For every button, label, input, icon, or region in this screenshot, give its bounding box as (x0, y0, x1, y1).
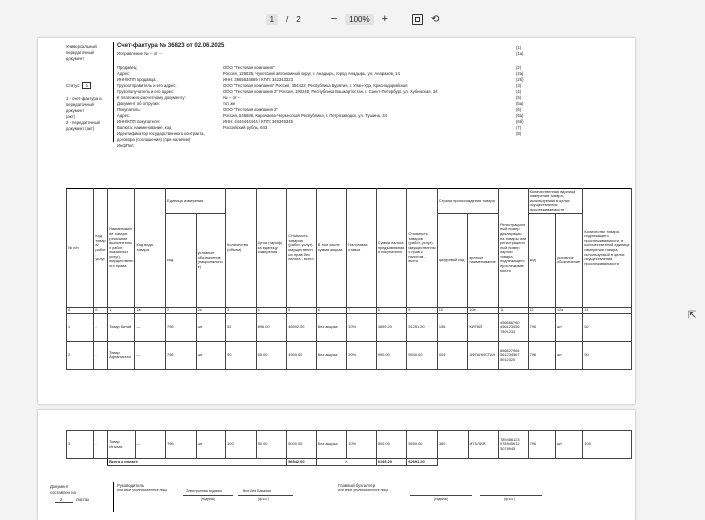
cell-unit-name: шт (196, 431, 226, 459)
column-index-cell: 12 (528, 307, 555, 313)
cell-kind: — (135, 431, 166, 459)
th-num: № п/п (67, 189, 94, 308)
cell-num: 1 (67, 313, 94, 341)
cell-cost: 46592.00 (287, 313, 317, 341)
column-index-cell: 5 (287, 307, 317, 313)
cell-kind: — (135, 313, 166, 341)
th-tax-rate: Налоговая ставка (347, 189, 377, 308)
sheets-underline (55, 502, 73, 503)
rotate-icon[interactable]: ⟲ (431, 13, 440, 25)
status-note-5: 2 - передаточный (66, 120, 100, 125)
cell-country-code: 156 (437, 313, 468, 341)
status-note-3: документ (66, 108, 85, 113)
th-trace-name: условное обозначение (555, 213, 582, 307)
table-row (67, 431, 632, 459)
cell-tr-name: шт (555, 341, 582, 369)
column-index-cell: 7 (347, 307, 377, 313)
invoice-title: Счет-фактура № 36823 от 02.06.2025 (117, 43, 225, 49)
cell-name: Товар Италия (108, 431, 135, 459)
accountant-sign-hint: (подпись) (434, 497, 449, 501)
cell-tr-qty: 100 (583, 431, 632, 459)
totals-cost: 56542.00 (287, 459, 317, 466)
header-label: Валюта: наименование, код (117, 125, 172, 130)
th-excise: В том числе сумма акциза (316, 189, 347, 308)
cell-excise: Без акциза (316, 313, 347, 341)
header-code: (2) (516, 65, 522, 70)
cell-name: Товар Китай (108, 313, 135, 341)
header-value: ООО "Тестовая компания 2" (223, 107, 278, 112)
cell-tr-qty: 90 (583, 341, 632, 369)
fit-page-icon[interactable] (412, 14, 423, 25)
cell-excise: Без акциза (316, 431, 347, 459)
column-index-cell: Б (94, 307, 108, 313)
footer-divider (113, 482, 114, 512)
cell-tax: 990.00 (376, 341, 407, 369)
cell-total: 5500.00 (407, 431, 438, 459)
cell-total: 5940.00 (407, 341, 438, 369)
header-label: ИНН/КПП продавца: (117, 77, 157, 82)
footer-doc-label1: Документ (50, 484, 69, 489)
totals-tax: 6149.20 (376, 459, 407, 466)
zoom-in-button[interactable]: + (381, 12, 389, 25)
column-index-cell: 9 (407, 307, 438, 313)
mouse-cursor-icon: ⇱ (688, 310, 697, 321)
code-1: (1) (516, 45, 522, 50)
column-index-cell: 10 (437, 307, 468, 313)
header-code: (4) (516, 89, 522, 94)
status-value: 1 (82, 82, 91, 89)
th-unit-name: условное обозначение (национальное) (196, 213, 226, 307)
cell-num: 2 (67, 341, 94, 369)
status-note-2: передаточный (66, 102, 94, 107)
footer-sheets: 2 (60, 497, 63, 502)
cell-rate: 10% (347, 431, 377, 459)
th-country-name: краткое наименование (468, 213, 499, 307)
status-label: Статус: 1 (66, 82, 91, 89)
cell-tr-qty: 52 (583, 313, 632, 341)
cell-country-name: КИТАЙ (468, 313, 499, 341)
header-label: Грузополучатель и его адрес: (117, 89, 175, 94)
header-code: (3) (516, 83, 522, 88)
column-index-cell: 4 (256, 307, 287, 313)
column-index-cell: 8 (376, 307, 407, 313)
cell-unit-code: 796 (166, 431, 197, 459)
cell-qty: 90 (226, 341, 257, 369)
e-sign-label: Электронная подпись (186, 489, 223, 493)
cell-reg: 666627964 561234567 8912325 (499, 341, 529, 369)
cell-tr-code: 796 (528, 341, 555, 369)
cell-tr-name: шт (555, 431, 582, 459)
header-code: (6б) (516, 119, 524, 124)
header-code: (6а) (516, 113, 524, 118)
footer-doc-label2: составлен на (50, 490, 76, 495)
header-value: ООО "Тестовая компания 2" Россия, 190240, Республика Башкортостан, г. Санкт-Петербург, ул. Хубинская, 34 (223, 89, 438, 94)
invoice-table-continued (66, 430, 632, 466)
th-country-group: Страна происхождения товара (437, 189, 498, 214)
accountant-label2: или иное уполномоченное лицо (338, 488, 389, 492)
accountant-label1: Главный бухгалтер (338, 483, 376, 488)
column-index-cell: 11 (499, 307, 529, 313)
th-price: Цена (тариф) за единицу измерения (256, 189, 287, 308)
head-fio-value: Все Без Бакаоян (243, 489, 272, 493)
column-index-cell: А (67, 307, 94, 313)
accountant-fio-line (480, 495, 542, 496)
head-fio-hint: (ф.и.о.) (258, 497, 269, 501)
cell-total: 51251.20 (407, 313, 438, 341)
cell-kind: — (135, 341, 166, 369)
cell-code: - (94, 431, 108, 459)
header-value: Российский рубль, 643 (223, 125, 268, 130)
th-trace-qty: Количество товара, подлежащего прослеживаемости, в количественной единице измерения товара, используемой в целях осуществления прослеживаемости (583, 189, 632, 308)
th-cost-no-tax: Стоимость товаров (работ, услуг), имущественных прав без налога - всего (287, 189, 317, 308)
header-label: К платежно-расчетному документу: (117, 95, 186, 100)
cell-num: 3 (67, 431, 94, 459)
page-total: 2 (296, 14, 301, 24)
accountant-sign-line (410, 495, 472, 496)
cell-country-name: АФГАНИСТАН (468, 341, 499, 369)
head-sign-line (183, 495, 233, 496)
header-code: (6) (516, 107, 522, 112)
cell-qty: 52 (226, 313, 257, 341)
header-label: Грузоотправитель и его адрес: (117, 83, 177, 88)
th-trace-unit-group: Количественная единица измерения товара, используемая в целях осуществления прослеживаемости (528, 189, 583, 214)
zoom-out-button[interactable]: − (330, 12, 338, 25)
header-code: (5) (516, 95, 522, 100)
document-page-2 (38, 410, 635, 520)
header-value: ИНН: 4444444444 / КПП: 345345345 (223, 119, 293, 124)
cell-country-code: 380 (437, 431, 468, 459)
th-tax-sum: Сумма налога, предъявляемая покупателю (376, 189, 407, 308)
table-row (67, 313, 632, 341)
totals-total: 62691.20 (407, 459, 438, 466)
cell-cost: 5000.00 (287, 431, 317, 459)
cell-country-name: ИТАЛИЯ (468, 431, 499, 459)
th-unit-group: Единица измерения (166, 189, 226, 214)
page-number-input[interactable]: 1 (266, 14, 278, 25)
head-sign-hint: (подпись) (201, 497, 216, 501)
cell-code: - (94, 341, 108, 369)
th-trace-code: код (528, 213, 555, 307)
cell-tax: 500.00 (376, 431, 407, 459)
code-1a: (1а) (516, 51, 524, 56)
column-index-cell: 13 (583, 307, 632, 313)
header-value: Россия, 545688, Карачаево-Черкесская Республика, г. Петрозаводск, ул. Тушина, 34 (223, 113, 387, 118)
th-code: Код товара/ работ, услуг (94, 189, 108, 308)
head-label1: Руководитель (117, 483, 144, 488)
header-value: ИНН: 3665634869 / КПП: 342343323 (223, 77, 293, 82)
cell-excise: Без акциза (316, 341, 347, 369)
doc-type-line1: Универсальный (66, 44, 97, 49)
cell-code: - (94, 313, 108, 341)
cell-price: 896.00 (256, 313, 287, 341)
header-label: договора (соглашения) (при наличии) (117, 137, 191, 142)
header-code: (7) (516, 125, 522, 130)
totals-label: Всего к оплате (108, 459, 287, 466)
page-separator: / (286, 14, 289, 24)
zoom-level[interactable]: 100% (345, 14, 373, 25)
header-label: Идентификатор государственного контракта, (117, 131, 205, 136)
cell-unit-name: шт (196, 341, 226, 369)
cell-rate: 20% (347, 341, 377, 369)
cell-country-code: 004 (437, 341, 468, 369)
cell-tr-name: шт (555, 313, 582, 341)
totals-empty-cell (67, 459, 108, 466)
cell-unit-code: 796 (166, 341, 197, 369)
header-label: ИнфПол: (117, 143, 135, 148)
document-page-1 (38, 38, 635, 404)
totals-row (67, 459, 632, 466)
table-row (67, 341, 632, 369)
totals-empty-cell (437, 459, 631, 466)
footer-sheets-label: листах (76, 497, 90, 502)
cell-tr-code: 796 (528, 431, 555, 459)
cell-unit-name: шт (196, 313, 226, 341)
th-reg-num: Регистрационный номер декларации на товары или регистрационный номер партии товара, подлежащего прослеживаемости (499, 189, 529, 308)
header-value: ООО "Тестовая компания" (223, 65, 275, 70)
header-label: Адрес: (117, 113, 131, 118)
invoice-table (66, 188, 632, 370)
column-index-cell: 3 (226, 307, 257, 313)
doc-type-line2: передаточный (66, 50, 94, 55)
cell-tax: 4659.20 (376, 313, 407, 341)
header-value: тот же (223, 101, 236, 106)
th-cost-with-tax: Стоимость товаров (работ, услуг), имущественных прав с налогом - всего (407, 189, 438, 308)
status-note-4: (акт) (66, 114, 75, 119)
th-country-code: цифровой код (437, 213, 468, 307)
cell-reg: 456666760 456123456 7891234 (499, 313, 529, 341)
column-index-cell: 12а (555, 307, 582, 313)
th-kind: Код вида товара (135, 189, 166, 308)
header-label: Документ об отгрузке: (117, 101, 160, 106)
header-label: Покупатель: (117, 107, 141, 112)
th-unit-code: код (166, 213, 197, 307)
column-index-cell: 6 (316, 307, 347, 313)
cell-price: 55.00 (256, 341, 287, 369)
accountant-fio-hint: (ф.и.о.) (504, 497, 515, 501)
header-code: (5а) (516, 101, 524, 106)
cell-cost: 4950.00 (287, 341, 317, 369)
th-qty: Количество (объем) (226, 189, 257, 308)
viewer-toolbar (0, 0, 705, 38)
header-value: № -- от -- (223, 95, 241, 100)
status-note-6: документ (акт) (66, 126, 95, 131)
cell-qty: 100 (226, 431, 257, 459)
cell-price: 50.00 (256, 431, 287, 459)
cell-name: Товар Афганистан (108, 341, 135, 369)
head-fio-line (238, 495, 293, 496)
header-label: Продавец: (117, 65, 138, 70)
column-index-cell: 2 (166, 307, 197, 313)
header-code: (2а) (516, 71, 524, 76)
header-code: (2б) (516, 77, 524, 82)
column-index-cell: 10а (468, 307, 499, 313)
doc-type-line3: документ (66, 56, 85, 61)
cell-unit-code: 796 (166, 313, 197, 341)
column-index-cell: 1а (135, 307, 166, 313)
status-note-1: 1 - счет-фактура и (66, 96, 102, 101)
header-value: ООО "Тестовая компания" Россия, 354432, Республика Бурятия, г. Улан-Удэ, Краснодарийская (223, 83, 408, 88)
header-label: ИНН/КПП покупателя: (117, 119, 160, 124)
cell-tr-code: 796 (528, 313, 555, 341)
head-label2: или иное уполномоченное лицо (117, 488, 168, 492)
totals-x: Х (316, 459, 376, 466)
th-name: Наименование товара (описание выполненных работ, оказанных услуг), имущественного права (108, 189, 135, 308)
column-index-cell: 1 (108, 307, 135, 313)
cell-rate: 10% (347, 313, 377, 341)
header-divider (113, 42, 114, 142)
header-label: Адрес: (117, 71, 131, 76)
cell-reg: 789456123 078945612 3078945 (499, 431, 529, 459)
header-value: Россия, 125635, Чукотский автономный округ, г. Анадырь, город Анадырь, ул. Анаразов, 14 (223, 71, 400, 76)
invoice-correction: Исправление № -- от -- (117, 51, 162, 56)
header-code: (8) (516, 131, 522, 136)
column-index-cell: 2а (196, 307, 226, 313)
